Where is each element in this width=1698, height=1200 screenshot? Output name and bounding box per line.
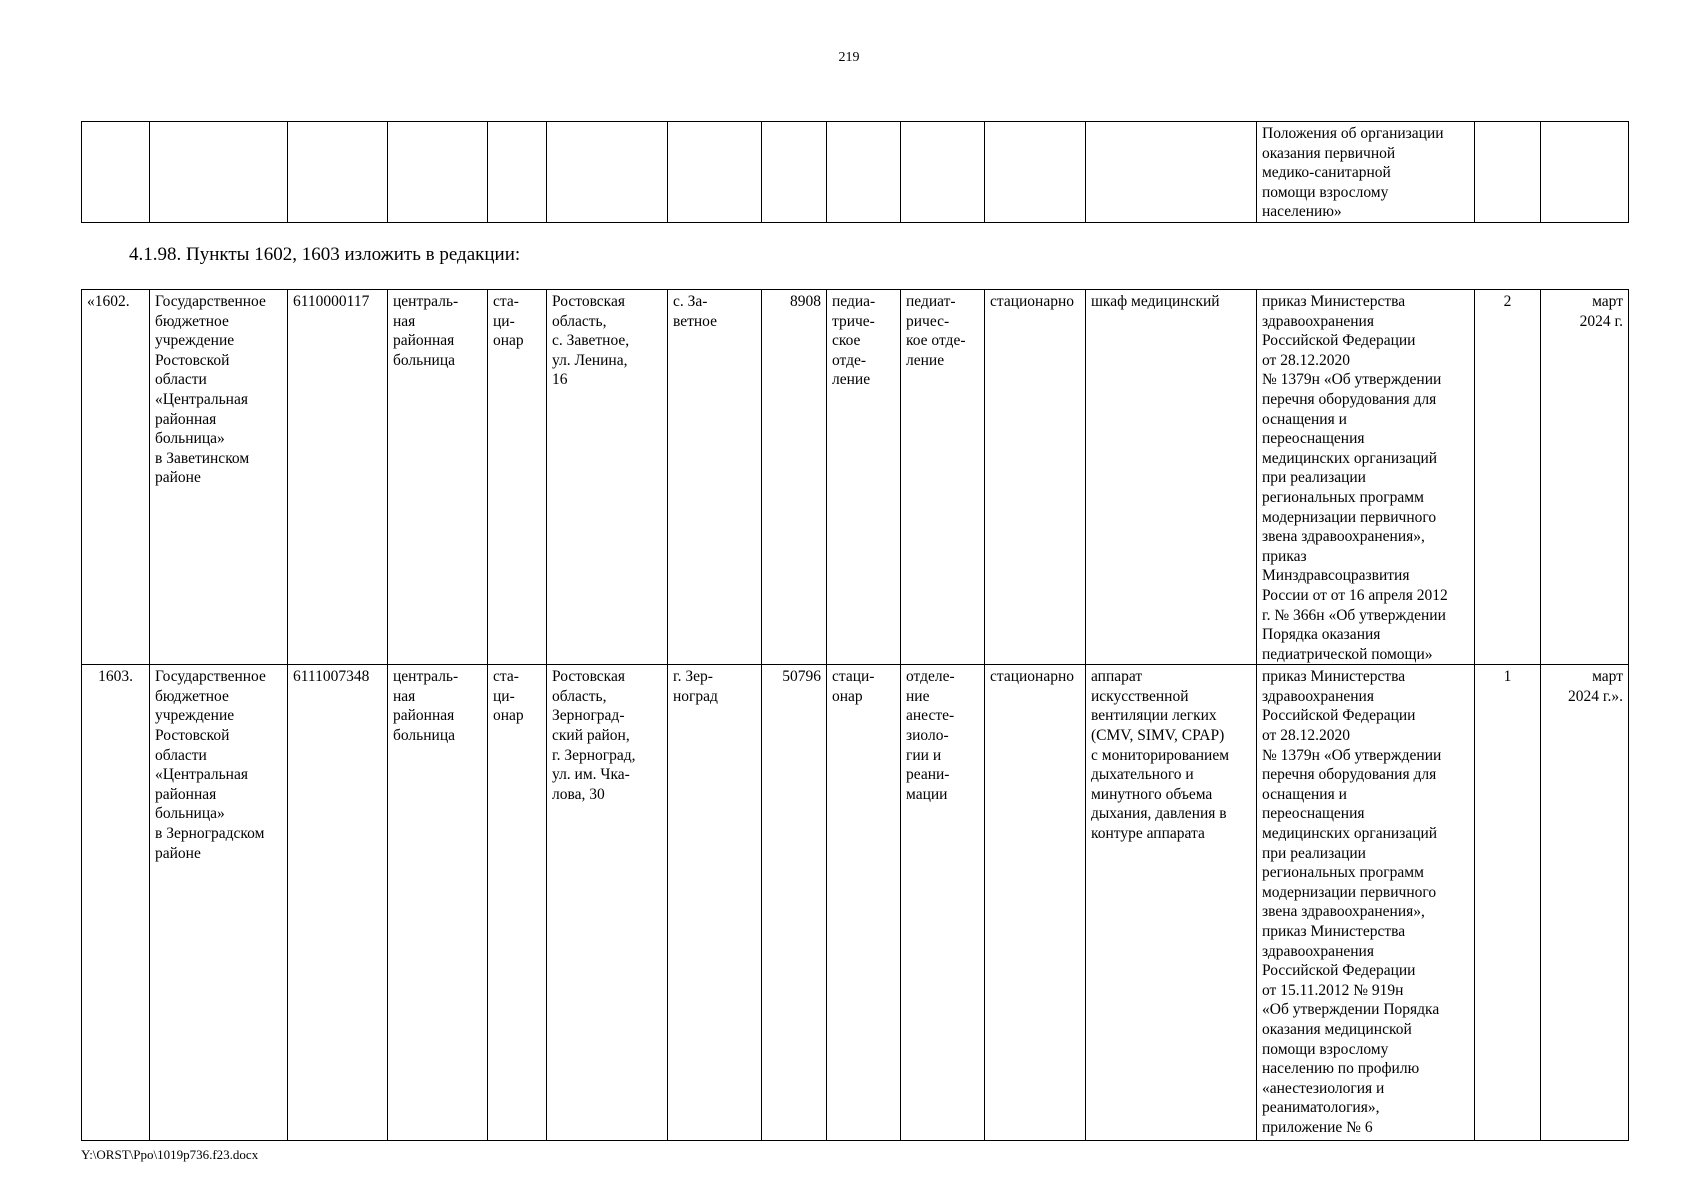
care-form: ста- ци- онар [488,665,547,1141]
department: отделе- ние анесте- зиоло- гии и реани- мации [901,665,985,1141]
population: 50796 [762,665,827,1141]
department-type: педиа- триче- ское отде- ление [827,290,901,665]
deadline: март 2024 г.». [1541,665,1629,1141]
address: Ростовская область, Зерноград- ский район, г. Зерноград, ул. им. Чка- лова, 30 [547,665,668,1141]
empty-cell [488,122,547,223]
empty-cell [985,122,1086,223]
inn-code: 6110000117 [288,290,388,665]
table-row [82,665,1629,1141]
quantity: 1 [1475,665,1541,1141]
deadline: март 2024 г. [1541,290,1629,665]
row-number: 1603. [82,665,150,1141]
quantity: 2 [1475,290,1541,665]
department: педиат- ричес- кое отде- ление [901,290,985,665]
care-conditions: стационарно [985,290,1086,665]
empty-cell [827,122,901,223]
row-number: «1602. [82,290,150,665]
address: Ростовская область, с. Заветное, ул. Ленина, 16 [547,290,668,665]
inn-code: 6111007348 [288,665,388,1141]
regulation: приказ Министерства здравоохранения Российской Федерации от 28.12.2020 № 1379н «Об утверждении перечня оборудования для оснащения и переоснащения медицинских организаций при реализации региональных программ модернизации первичного звена здравоохранения», приказ Министерства здравоохранения Российской Федерации от 15.11.2012 № 919н «Об утверждении Порядка оказания медицинской помощи взрослому населению по профилю «анестезиология и реаниматология», приложение № 6 [1257,665,1475,1141]
previous-table [81,121,1629,223]
empty-cell [288,122,388,223]
page-number: 219 [838,50,860,65]
regulation-cell: Положения об организации оказания первичной медико-санитарной помощи взрослому населению» [1257,122,1475,223]
settlement: с. За- ветное [668,290,762,665]
previous-table-row [82,122,1629,223]
amendment-table [81,289,1629,1141]
organization-type: централь- ная районная больница [388,290,488,665]
regulation: приказ Министерства здравоохранения Российской Федерации от 28.12.2020 № 1379н «Об утверждении перечня оборудования для оснащения и переоснащения медицинских организаций при реализации региональных программ модернизации первичного звена здравоохранения», приказ Минздравсоцразвития России от от 16 апреля 2012 г. № 366н «Об утверждении Порядка оказания педиатрической помощи» [1257,290,1475,665]
file-path-footer: Y:\ORST\Ppo\1019p736.f23.docx [81,1147,259,1162]
institution-name: Государственное бюджетное учреждение Ростовской области «Центральная районная больница» в Зерноградском районе [150,665,288,1141]
empty-cell [1475,122,1541,223]
settlement: г. Зер- ноград [668,665,762,1141]
empty-cell [150,122,288,223]
population: 8908 [762,290,827,665]
empty-cell [82,122,150,223]
department-type: стаци- онар [827,665,901,1141]
empty-cell [668,122,762,223]
equipment: аппарат искусственной вентиляции легких (CMV, SIMV, CPAP) с мониторированием дыхательного и минутного объема дыхания, давления в контуре аппарата [1086,665,1257,1141]
care-conditions: стационарно [985,665,1086,1141]
equipment: шкаф медицинский [1086,290,1257,665]
empty-cell [1541,122,1629,223]
table-row [82,290,1629,665]
empty-cell [1086,122,1257,223]
empty-cell [762,122,827,223]
empty-cell [901,122,985,223]
institution-name: Государственное бюджетное учреждение Ростовской области «Центральная районная больница» в Заветинском районе [150,290,288,665]
empty-cell [547,122,668,223]
care-form: ста- ци- онар [488,290,547,665]
amendment-instruction: 4.1.98. Пункты 1602, 1603 изложить в редакции: [129,244,521,265]
empty-cell [388,122,488,223]
organization-type: централь- ная районная больница [388,665,488,1141]
